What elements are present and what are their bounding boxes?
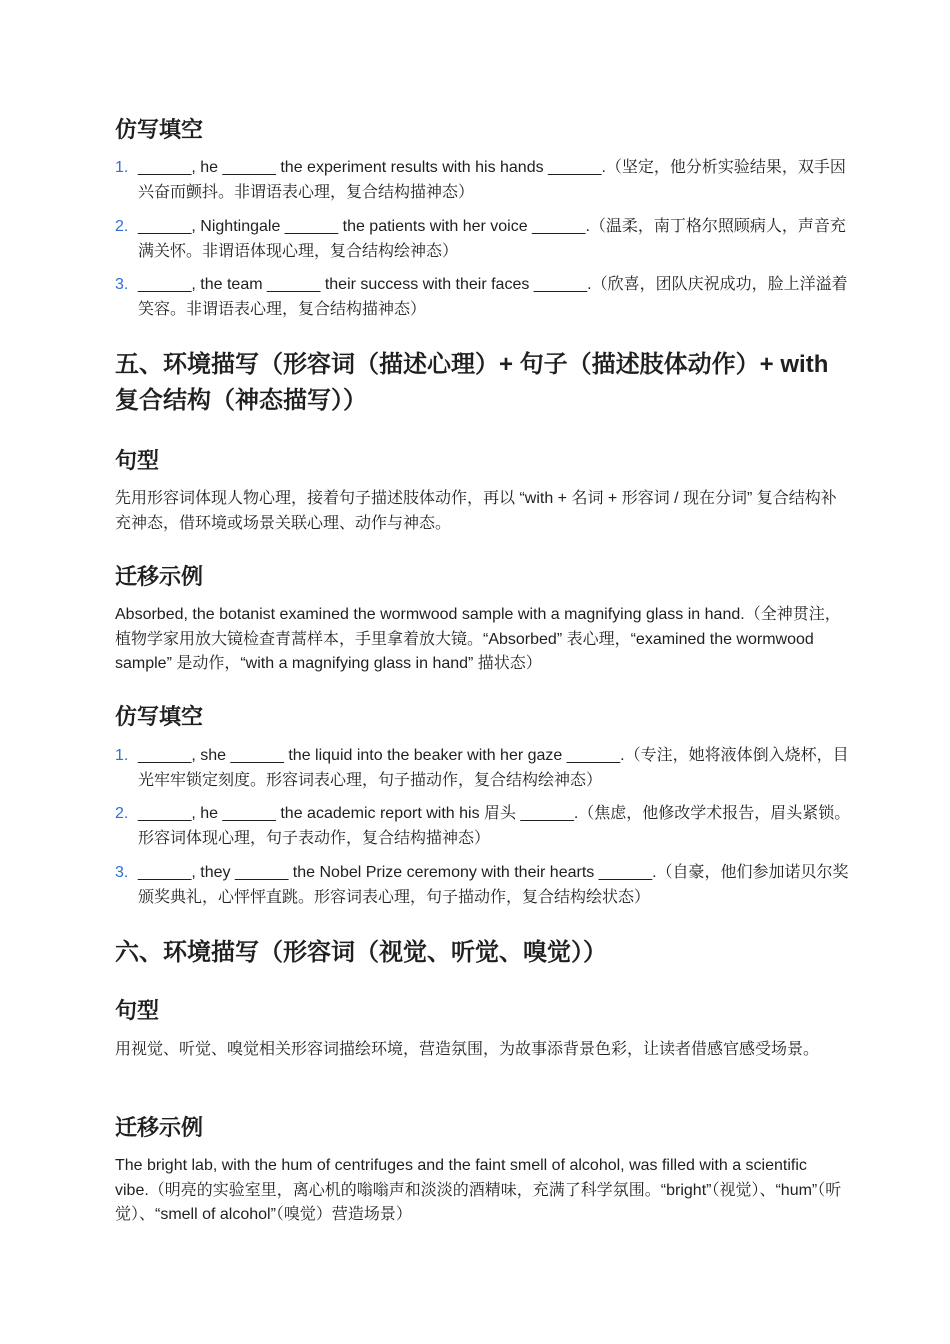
list-item-text: ______, they ______ the Nobel Prize ceremony with their hearts ______.（自豪，他们参加诺贝尔奖颁奖典礼，心怦怦直跳。形容词表心理，句子描动作，复合结构绘状态） [138,864,849,906]
list-item-text: ______, the team ______ their success with their faces ______.（欣喜，团队庆祝成功，脸上洋溢着笑容。非谓语表心理，复合结构描神态） [138,276,848,318]
section-title: 六、环境描写（形容词（视觉、听觉、嗅觉）） [115,939,607,966]
practice-heading: 仿写填空 [115,117,204,142]
list-item [115,802,855,851]
list-item [115,215,855,264]
list-item [115,744,855,793]
section-title: 五、环境描写（形容词（描述心理）+ 句子（描述肢体动作）+ with 复合结构（神态描写）） [115,351,829,414]
example-text: The bright lab, with the hum of centrifuges and the faint smell of alcohol, was filled with a scientific vibe.（明亮的实验室里，离心机的嗡嗡声和淡淡的酒精味，充满了科学氛围。“bright”（视觉）、“hum”（听觉）、“smell of alcohol”（嗅觉）营造场景） [115,1157,842,1223]
example-text: Absorbed, the botanist examined the wormwood sample with a magnifying glass in hand.（全神贯注，植物学家用放大镜检查青蒿样本，手里拿着放大镜。“Absorbed” 表心理，“examined the wormwood sample” 是动作，“with a magnifying glass in hand” 描状态） [115,606,841,672]
pattern-heading: 句型 [115,448,160,473]
list-item-text: ______, he ______ the experiment results with his hands ______.（坚定，他分析实验结果，双手因兴奋而颤抖。非谓语表心理，复合结构描神态） [138,159,846,201]
pattern-text: 用视觉、听觉、嗅觉相关形容词描绘环境，营造氛围，为故事添背景色彩，让读者借感官感受场景。 [115,1041,820,1058]
list-item-text: ______, she ______ the liquid into the beaker with her gaze ______.（专注，她将液体倒入烧杯，目光牢牢锁定刻度。形容词表心理，句子描动作，复合结构绘神态） [138,747,849,789]
list-item-text: ______, Nightingale ______ the patients with her voice ______.（温柔，南丁格尔照顾病人，声音充满关怀。非谓语体现心理，复合结构绘神态） [138,218,846,260]
list-number: 3. [115,276,129,293]
list-item [115,273,855,322]
list-number: 2. [115,805,129,822]
list-item-text: ______, he ______ the academic report with his 眉头 ______.（焦虑，他修改学术报告，眉头紧锁。形容词体现心理，句子表动作，复合结构描神态） [138,805,851,847]
example-heading: 迁移示例 [115,1115,204,1140]
list-item [115,156,855,205]
practice-heading: 仿写填空 [115,704,204,729]
list-number: 1. [115,159,129,176]
pattern-text: 先用形容词体现人物心理，接着句子描述肢体动作，再以 “with + 名词 + 形容词 / 现在分词” 复合结构补充神态，借环境或场景关联心理、动作与神态。 [115,490,837,532]
list-number: 3. [115,864,129,881]
list-number: 2. [115,218,129,235]
example-heading: 迁移示例 [115,564,204,589]
pattern-heading: 句型 [115,998,160,1023]
list-item [115,861,855,910]
list-number: 1. [115,747,129,764]
